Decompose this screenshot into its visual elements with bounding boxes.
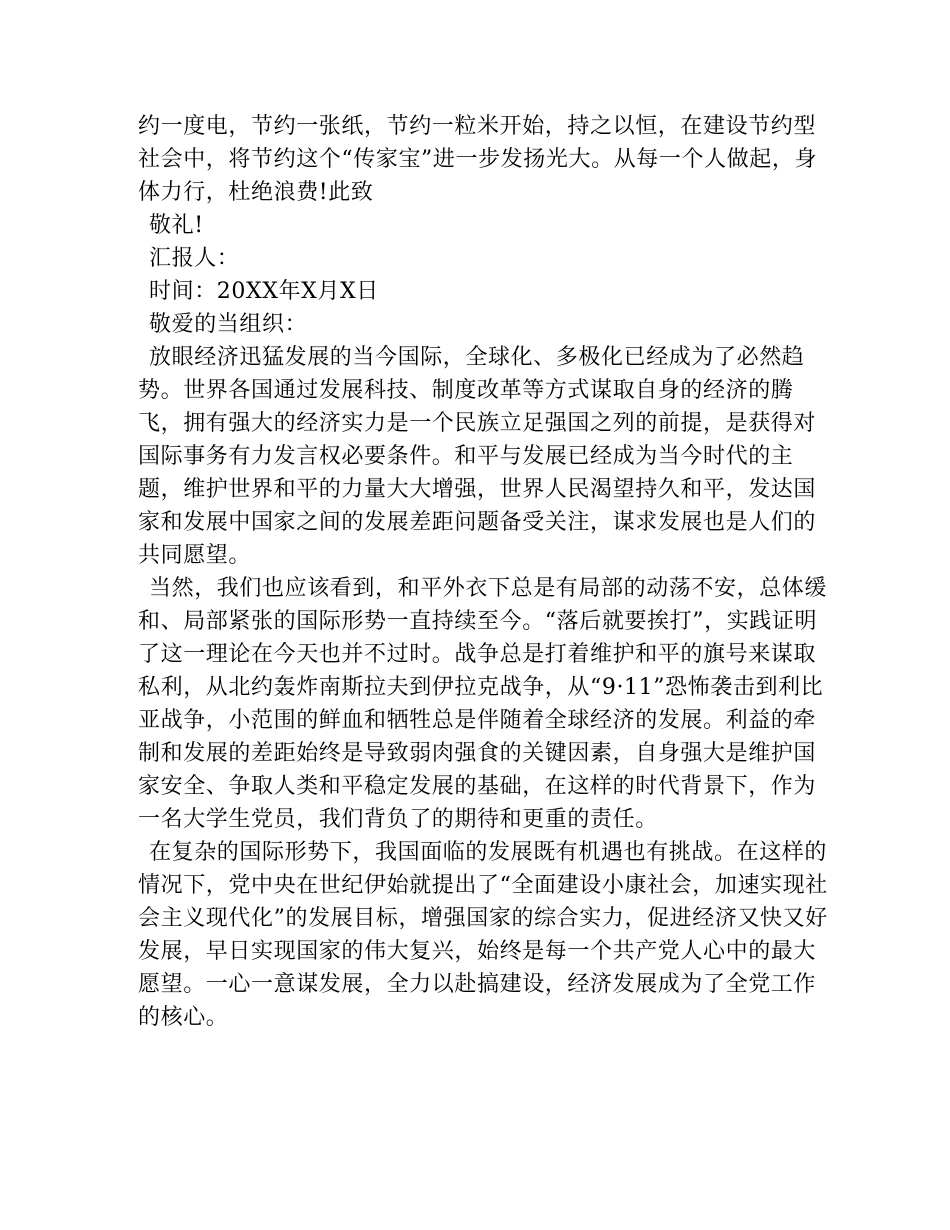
document-body	[138, 110, 828, 1034]
salutation-respect: 敬礼!	[149, 213, 204, 238]
reporter-line: 汇报人：	[149, 246, 240, 271]
paragraph-closing-text: 约一度电，节约一张纸，节约一粒米开始，持之以恒，在建设节约型社会中，将节约这个“传家宝”进一步发扬光大。从每一个人做起，身体力行，杜绝浪费!此致	[138, 114, 818, 205]
paragraph-peace-and-conflict: 当然，我们也应该看到，和平外衣下总是有局部的动荡不安，总体缓和、局部紧张的国际形势一直持续至今。“落后就要挨打”，实践证明了这一理论在今天也并不过时。战争总是打着维护和平的旗号来谋取私利，从北约轰炸南斯拉夫到伊拉克战争，从“9·11”恐怖袭击到利比亚战争，小范围的鲜血和牺牲总是伴随着全球经济的发展。利益的牵制和发展的差距始终是导致弱肉强食的关键因素，自身强大是维护国家安全、争取人类和平稳定发展的基础，在这样的时代背景下，作为一名大学生党员，我们背负了的期待和更重的责任。	[138, 576, 828, 832]
date-line: 时间：20XX年X月X日	[149, 279, 379, 304]
paragraph-national-development: 在复杂的国际形势下，我国面临的发展既有机遇也有挑战。在这样的情况下，党中央在世纪伊始就提出了“全面建设小康社会，加速实现社会主义现代化”的发展目标，增强国家的综合实力，促进经济又快又好发展，早日实现国家的伟大复兴，始终是每一个共产党人心中的最大愿望。一心一意谋发展，全力以赴搞建设，经济发展成为了全党工作的核心。	[138, 840, 828, 1030]
greeting-line: 敬爱的当组织：	[149, 312, 308, 337]
paragraph-international-situation: 放眼经济迅猛发展的当今国际，全球化、多极化已经成为了必然趋势。世界各国通过发展科技、制度改革等方式谋取自身的经济的腾飞，拥有强大的经济实力是一个民族立足强国之列的前提，是获得对国际事务有力发言权必要条件。和平与发展已经成为当今时代的主题，维护世界和平的力量大大增强，世界人民渴望持久和平，发达国家和发展中国家之间的发展差距问题备受关注，谋求发展也是人们的共同愿望。	[138, 345, 817, 568]
